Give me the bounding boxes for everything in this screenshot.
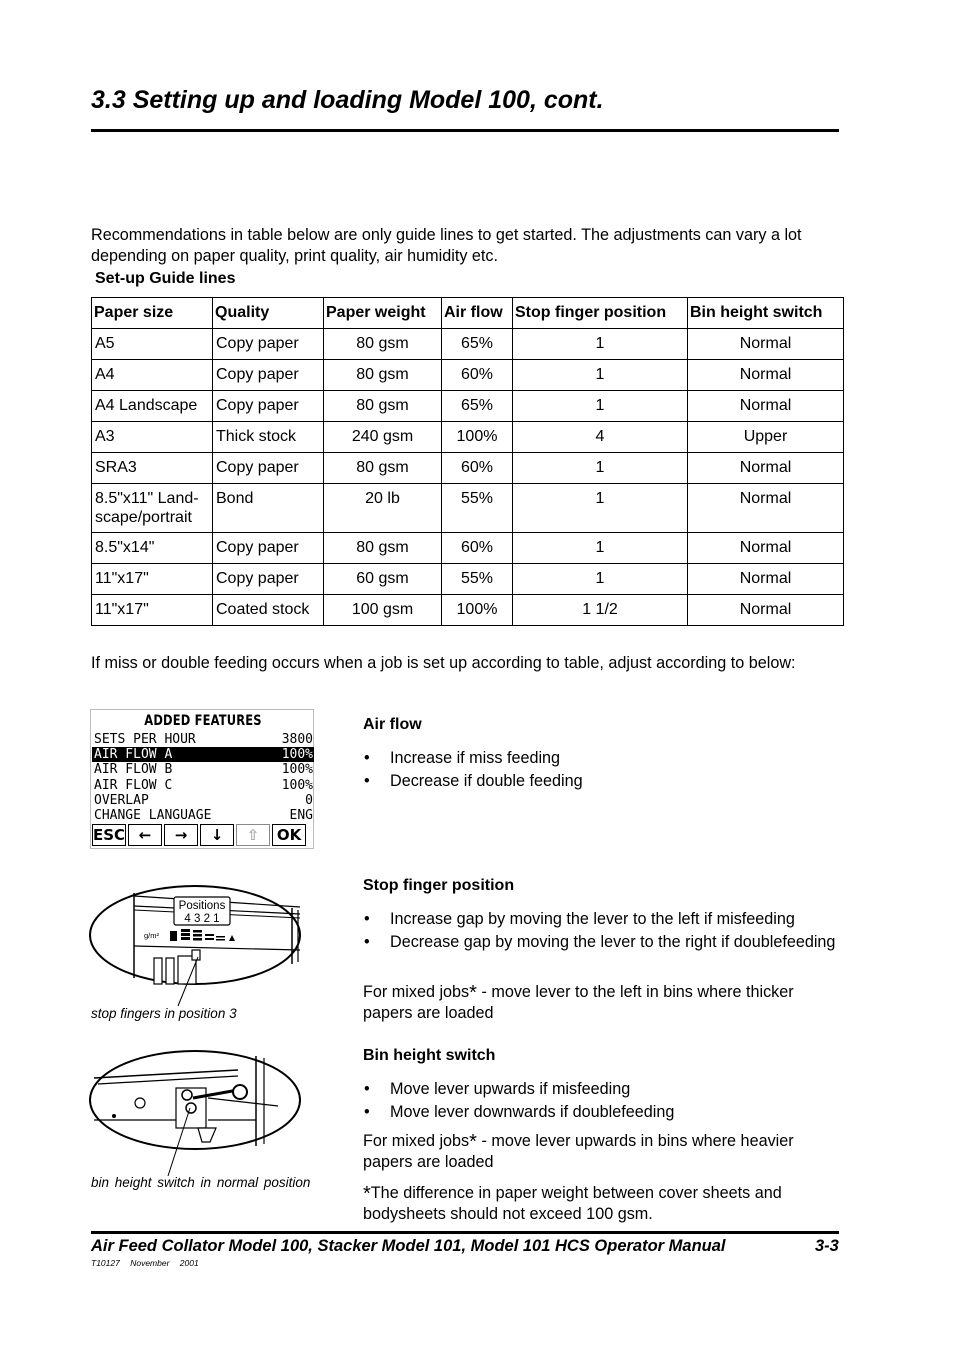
table-cell: 80 gsm [324, 391, 442, 422]
table-row [92, 564, 844, 595]
airflow-bullets [363, 748, 843, 794]
left-arrow-key[interactable]: ← [128, 824, 162, 846]
page-number: 3-3 [815, 1237, 839, 1255]
footer-doc-code: T10127 November 2001 [91, 1258, 199, 1268]
lcd-menu-item[interactable] [92, 732, 314, 747]
up-arrow-key[interactable]: ⇧ [236, 824, 270, 846]
setup-guide-table [91, 297, 844, 626]
table-row [92, 360, 844, 391]
table-cell: 1 [513, 360, 688, 391]
lcd-menu-item[interactable] [92, 762, 314, 777]
table-cell: 80 gsm [324, 533, 442, 564]
table-cell: Coated stock [213, 595, 324, 626]
table-cell: 55% [442, 484, 513, 533]
lcd-keypad [92, 824, 306, 846]
table-cell: A4 Landscape [92, 391, 213, 422]
table-cell: 65% [442, 391, 513, 422]
stop-finger-figure [88, 884, 306, 1009]
lcd-menu [92, 732, 314, 823]
lcd-item-value: 100% [281, 762, 313, 778]
lcd-item-value: ENG [289, 807, 313, 823]
table-cell: Normal [688, 564, 844, 595]
lcd-item-label: AIR FLOW B [94, 762, 173, 778]
table-cell: A5 [92, 329, 213, 360]
bin-height-mixed-note: For mixed jobs* - move lever upwards in bins where heavier papers are loaded [363, 1131, 794, 1171]
table-cell: 60% [442, 453, 513, 484]
down-arrow-key[interactable]: ↓ [200, 824, 234, 846]
lcd-item-value: 100% [281, 747, 313, 763]
footnote: *The difference in paper weight between cover sheets and bodysheets should not exceed 100 gsm. [363, 1183, 782, 1223]
airflow-heading: Air flow [363, 716, 422, 733]
table-cell: 1 [513, 564, 688, 595]
table-cell: 100 gsm [324, 595, 442, 626]
table-cell: Normal [688, 360, 844, 391]
table-caption: Set-up Guide lines [95, 270, 236, 287]
table-cell: Copy paper [213, 564, 324, 595]
bin-height-caption: bin height switch in normal position [91, 1175, 311, 1190]
bin-height-heading: Bin height switch [363, 1047, 496, 1064]
table-cell: 11"x17" [92, 595, 213, 626]
lcd-display [90, 709, 314, 849]
table-cell: Copy paper [213, 533, 324, 564]
table-cell: 240 gsm [324, 422, 442, 453]
bullet-item: • Increase gap by moving the lever to the left if misfeeding [363, 909, 843, 930]
table-header-cell: Air flow [442, 298, 513, 329]
table-cell: 8.5"x11" Land-scape/portrait [92, 484, 213, 533]
table-cell: Normal [688, 453, 844, 484]
bullet-item: • Decrease if double feeding [363, 771, 843, 792]
table-cell: 1 [513, 329, 688, 360]
lcd-item-value: 0 [305, 792, 313, 808]
lcd-menu-item[interactable] [92, 808, 314, 823]
table-cell: 80 gsm [324, 453, 442, 484]
table-cell: 60% [442, 360, 513, 391]
table-cell: 80 gsm [324, 329, 442, 360]
lcd-menu-item[interactable] [92, 793, 314, 808]
footer-manual-title: Air Feed Collator Model 100, Stacker Model 101, Model 101 HCS Operator Manual [91, 1237, 726, 1255]
table-cell: Copy paper [213, 360, 324, 391]
stop-finger-bullets [363, 909, 843, 955]
table-cell: 20 lb [324, 484, 442, 533]
table-cell: Normal [688, 533, 844, 564]
table-header-row [92, 298, 844, 329]
bullet-item: • Move lever downwards if doublefeeding [363, 1102, 843, 1123]
table-cell: A4 [92, 360, 213, 391]
table-cell: 55% [442, 564, 513, 595]
lcd-menu-item[interactable] [92, 747, 314, 762]
lcd-item-value: 100% [281, 777, 313, 793]
lcd-item-label: AIR FLOW C [94, 777, 173, 793]
right-arrow-key[interactable]: → [164, 824, 198, 846]
lcd-item-label: SETS PER HOUR [94, 732, 196, 747]
table-row [92, 422, 844, 453]
table-cell: Copy paper [213, 391, 324, 422]
table-cell: 65% [442, 329, 513, 360]
stop-finger-caption: stop fingers in position 3 [91, 1006, 237, 1021]
bullet-item: • Move lever upwards if misfeeding [363, 1079, 843, 1100]
header-rule [91, 129, 839, 132]
table-cell: A3 [92, 422, 213, 453]
lcd-item-value: 3800 [281, 732, 313, 747]
table-cell: Thick stock [213, 422, 324, 453]
table-cell: 1 1/2 [513, 595, 688, 626]
table-cell: 1 [513, 533, 688, 564]
table-cell: Normal [688, 484, 844, 533]
table-row [92, 329, 844, 360]
lcd-item-label: CHANGE LANGUAGE [94, 807, 212, 823]
lcd-item-label: OVERLAP [94, 792, 149, 808]
table-cell: Normal [688, 391, 844, 422]
positions-label: Positions [178, 900, 226, 912]
bin-height-figure [88, 1048, 306, 1180]
table-cell: Bond [213, 484, 324, 533]
gsm-unit-label: g/m² [144, 931, 159, 940]
table-header-cell: Paper weight [324, 298, 442, 329]
table-header-cell: Bin height switch [688, 298, 844, 329]
table-cell: 1 [513, 484, 688, 533]
table-cell: SRA3 [92, 453, 213, 484]
table-row [92, 453, 844, 484]
table-cell: 1 [513, 391, 688, 422]
table-cell: Normal [688, 329, 844, 360]
bullet-item: • Decrease gap by moving the lever to the right if doublefeeding [363, 932, 843, 953]
table-header-cell: Stop finger position [513, 298, 688, 329]
footer-rule [91, 1231, 839, 1234]
lcd-menu-item[interactable] [92, 778, 314, 793]
table-cell: 80 gsm [324, 360, 442, 391]
intro-paragraph: Recommendations in table below are only guide lines to get started. The adjustments can vary a lot depending on paper quality, print quality, air humidity etc. [91, 226, 802, 265]
bullet-item: • Increase if miss feeding [363, 748, 843, 769]
table-header-cell: Quality [213, 298, 324, 329]
table-cell: Upper [688, 422, 844, 453]
stop-finger-mixed-note: For mixed jobs* - move lever to the left in bins where thicker papers are loaded [363, 982, 794, 1022]
table-cell: 4 [513, 422, 688, 453]
bin-height-bullets [363, 1079, 843, 1125]
table-row [92, 484, 844, 533]
table-cell: 1 [513, 453, 688, 484]
table-cell: Copy paper [213, 329, 324, 360]
ok-key[interactable]: OK [272, 824, 306, 846]
stop-finger-heading: Stop finger position [363, 877, 515, 894]
table-cell: 60 gsm [324, 564, 442, 595]
esc-key[interactable]: ESC [92, 826, 126, 844]
table-cell: Normal [688, 595, 844, 626]
lcd-item-label: AIR FLOW A [94, 747, 173, 763]
table-header-cell: Paper size [92, 298, 213, 329]
table-cell: 100% [442, 422, 513, 453]
table-row [92, 391, 844, 422]
table-cell: Copy paper [213, 453, 324, 484]
table-cell: 60% [442, 533, 513, 564]
table-row [92, 595, 844, 626]
page-title: 3.3 Setting up and loading Model 100, cont. [91, 86, 604, 114]
positions-numbers: 4 3 2 1 [184, 913, 220, 925]
table-cell: 100% [442, 595, 513, 626]
miss-feed-paragraph: If miss or double feeding occurs when a job is set up according to table, adjust according to below: [91, 654, 796, 672]
table-cell: 11"x17" [92, 564, 213, 595]
table-cell: 8.5"x14" [92, 533, 213, 564]
lcd-heading: ADDED FEATURES [144, 713, 262, 729]
table-row [92, 533, 844, 564]
